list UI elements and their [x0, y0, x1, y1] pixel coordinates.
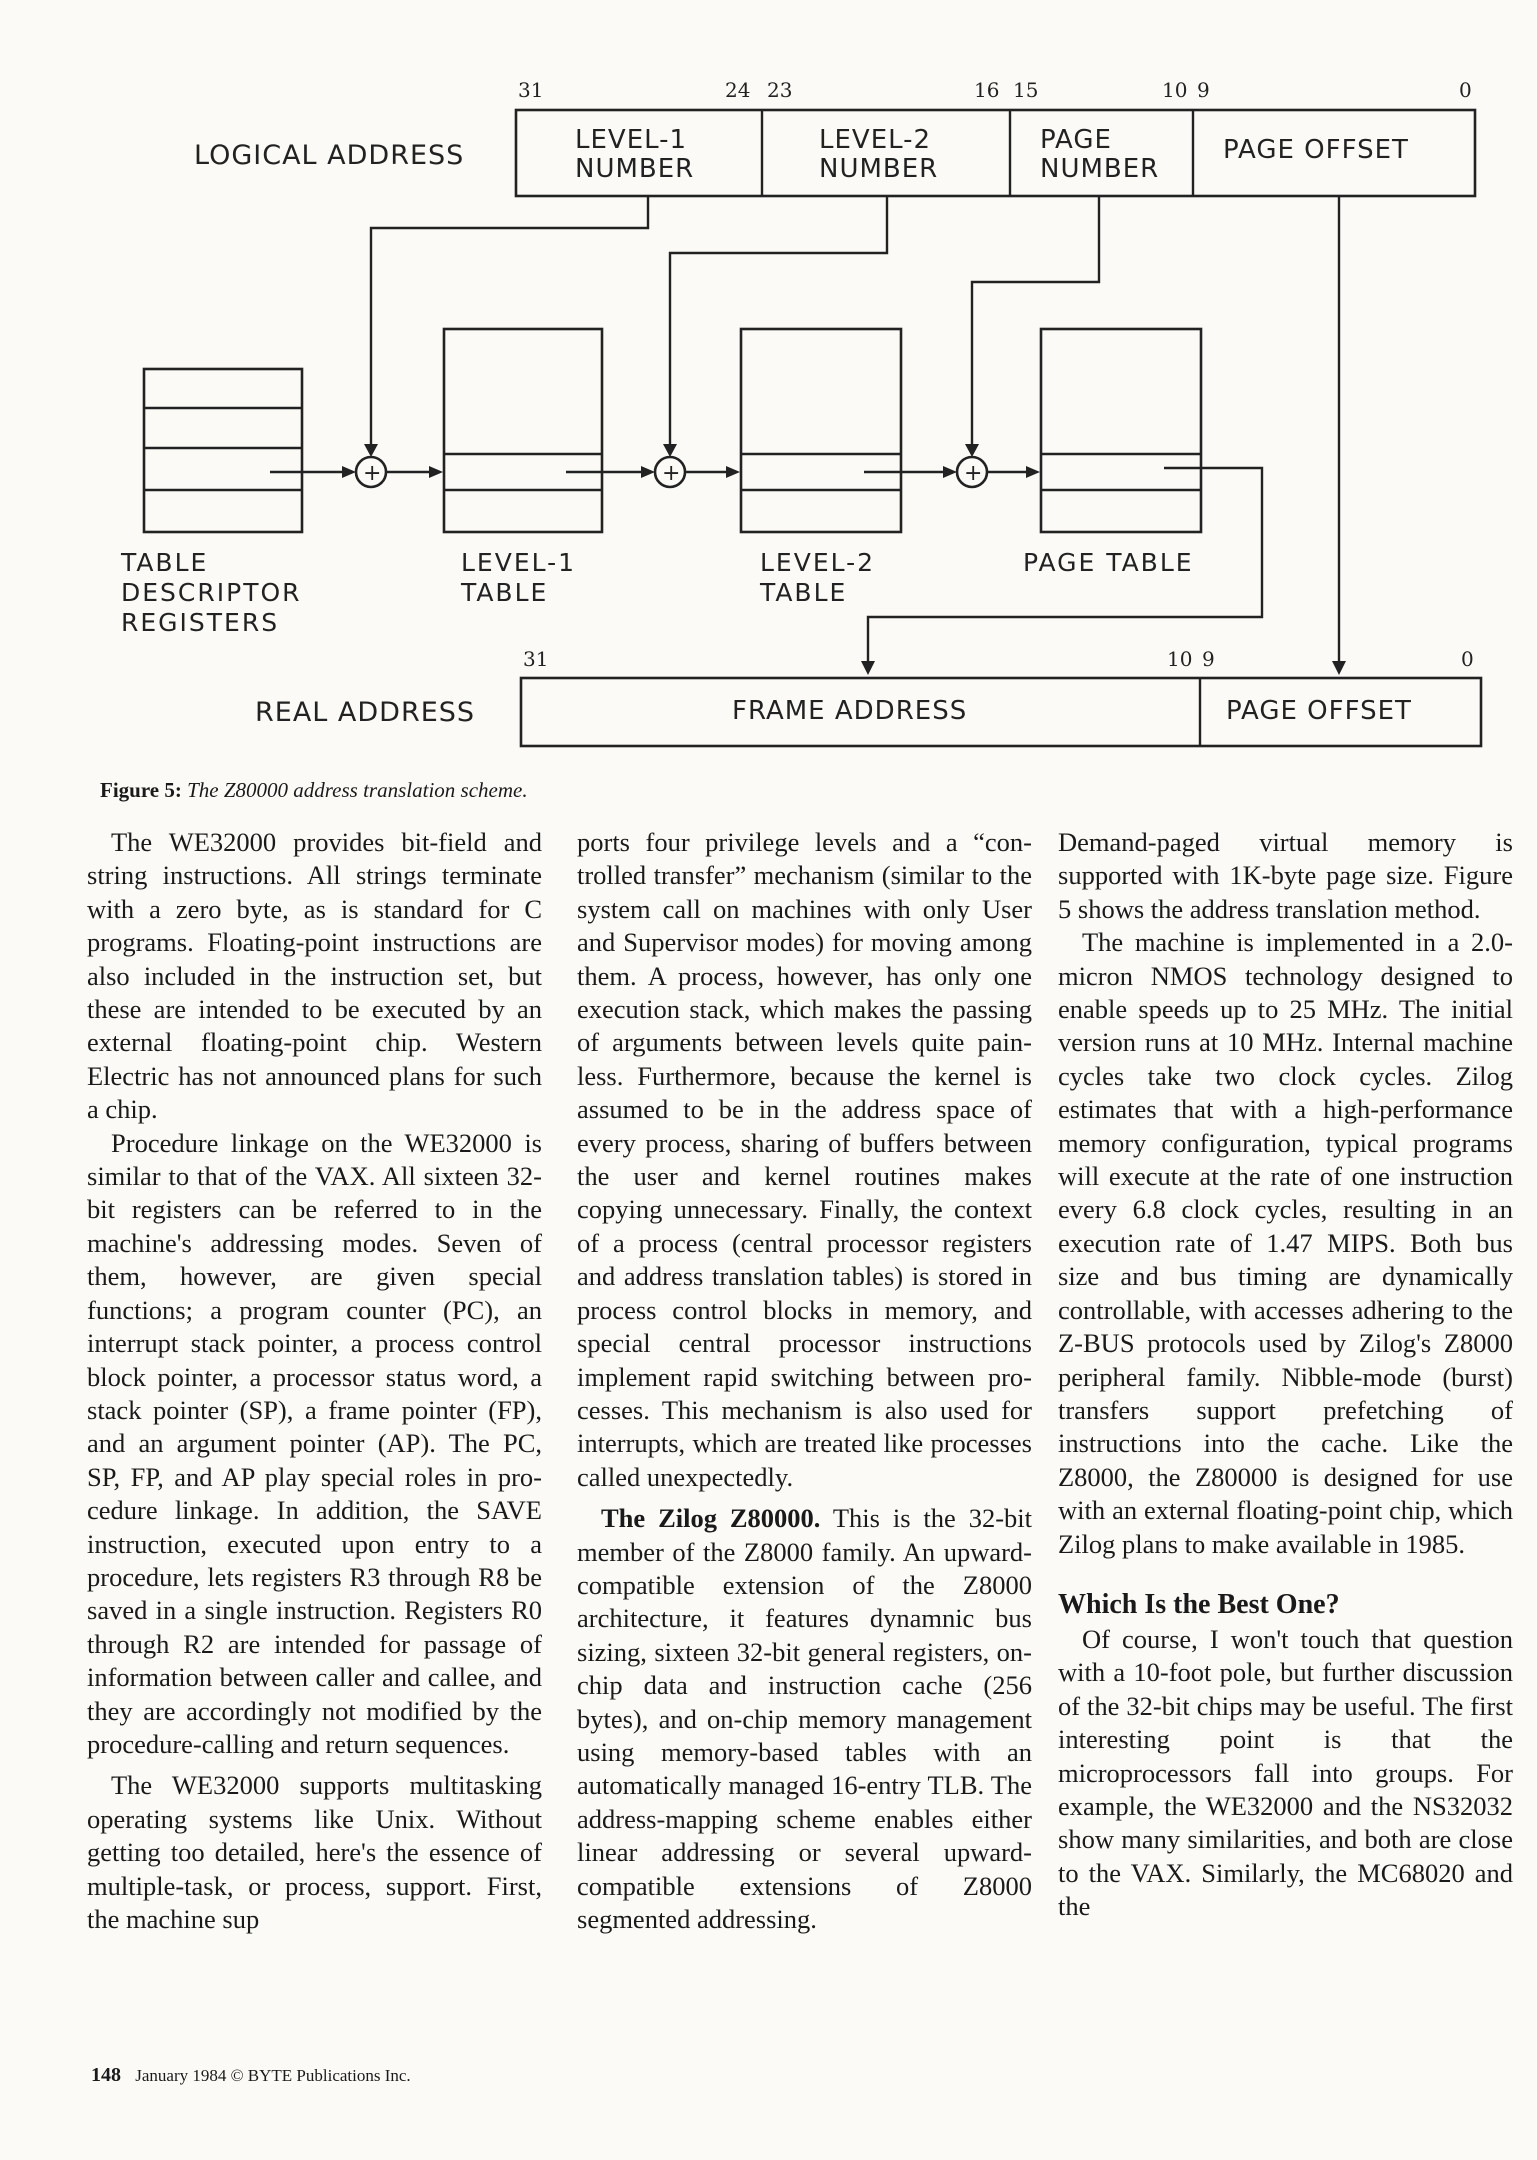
page-number-field-line2: NUMBER	[1040, 154, 1160, 184]
logical-bit-15: 15	[1013, 78, 1039, 102]
paragraph-body: This is the 32-bit member of the Z8000 family. An upward-compatible extension of the Z8000 architecture, it features dynamnic bus sizing, sixteen 32-bit general registers, on-chip data and instruction cache (256 bytes), and on-chip memory management using memory-based tables with an automatically managed 16-entry TLB. The address-mapping scheme enables either linear addressing or several upward-compatible extensions of Z8000 segmented addressing.	[577, 1503, 1032, 1934]
figure-title: The Z80000 address translation scheme.	[187, 778, 528, 802]
page-offset-field: PAGE OFFSET	[1223, 135, 1409, 165]
section-heading: Which Is the Best One?	[1058, 1588, 1340, 1620]
real-bit-0: 0	[1461, 647, 1474, 671]
logical-bit-9: 9	[1197, 78, 1210, 102]
paragraph: The WE32000 provides bit-field and string instructions. All strings terminate with a zero byte, as is standard for C programs. Floating-point instructions are also included in the instruction set, but these are intended to be executed by an external floating-point chip. Western Electric has not announced plans for such a chip.	[87, 827, 542, 1125]
paragraph: The machine is implemented in a 2.0-micron NMOS technology designed to enable speeds up to 25 MHz. The initial version runs at 10 MHz. Internal machine cycles take two clock cycles. Zilog estimates that with a high-performance memory configuration, typical programs will execute at the rate of one instruction every 6.8 clock cycles, resulting in an execution rate of 1.47 MIPS. Both bus size and bus timing are dynamically controllable, with accesses adhering to the Z-BUS protocols used by Zilog's Z8000 peripheral family. Nibble-mode (burst) transfers support prefetching of instructions into the cache. Like the Z8000, the Z80000 is designed for use with an external floating-point chip, which Zilog plans to make available in 1985.	[1058, 927, 1513, 1559]
svg-text:+: +	[964, 461, 983, 486]
table-descriptor-label-line2: DESCRIPTOR	[121, 578, 302, 607]
paragraph: Of course, I won't touch that question with a 10-foot pole, but further discussion of the 32-bit chips may be useful. The first interesting point is that the microprocessors fall into groups. For example, the WE32000 and the NS32032 show many similarities, and both are close to the VAX. Similarly, the MC68020 and the	[1058, 1623, 1513, 1922]
level1-table-label: LEVEL-1	[461, 548, 577, 577]
real-bit-9: 9	[1202, 647, 1215, 671]
logical-bit-16: 16	[974, 78, 1000, 102]
publication-line: January 1984 © BYTE Publications Inc.	[135, 2066, 411, 2085]
page-table-label: PAGE TABLE	[1023, 548, 1194, 577]
adder-3	[957, 457, 987, 487]
logical-address-label: LOGICAL ADDRESS	[194, 140, 465, 171]
level1-number-field: LEVEL-1	[575, 125, 688, 155]
table-descriptor-label: TABLE	[121, 548, 209, 577]
real-bit-31: 31	[523, 647, 549, 671]
page-number-field: PAGE	[1040, 125, 1112, 155]
real-bit-10: 10	[1167, 647, 1193, 671]
logical-bit-24: 24	[725, 78, 751, 102]
level2-number-field: LEVEL-2	[819, 125, 932, 155]
page-number: 148	[91, 2064, 121, 2086]
level1-table	[444, 329, 602, 532]
level1-table-label-line2: TABLE	[461, 578, 549, 607]
table-descriptor-label-line3: REGISTERS	[121, 608, 280, 637]
level2-table-label: LEVEL-2	[760, 548, 876, 577]
logical-bit-23: 23	[767, 78, 793, 102]
level1-number-field-line2: NUMBER	[575, 154, 695, 184]
adder-2	[655, 457, 685, 487]
figure-number: Figure 5:	[100, 778, 182, 802]
level2-table-label-line2: TABLE	[760, 578, 848, 607]
level2-table	[741, 329, 901, 532]
svg-text:+: +	[662, 461, 681, 486]
svg-text:+: +	[363, 461, 382, 486]
page-footer	[91, 2064, 411, 2087]
logical-bit-10: 10	[1162, 78, 1188, 102]
column-3	[1058, 826, 1513, 1924]
paragraph	[577, 1502, 1032, 1936]
logical-bit-31: 31	[518, 78, 544, 102]
paragraph: The WE32000 supports multitasking operating systems like Unix. Without getting too detailed, here's the essence of multiple-task, or process, support. First, the machine sup	[87, 1770, 542, 1934]
column-1	[87, 826, 542, 1936]
frame-address-field: FRAME ADDRESS	[732, 696, 968, 726]
page-table	[1041, 329, 1201, 532]
logical-bit-0: 0	[1459, 78, 1472, 102]
level2-number-field-line2: NUMBER	[819, 154, 939, 184]
paragraph: ports four privilege levels and a “controlled transfer” mechanism (similar to the system call on machines with only User and Supervisor modes) for moving among them. A process, however, has only one execution stack, which makes the passing of arguments between levels quite painless. Furthermore, because the kernel is assumed to be in the address space of every process, sharing of buffers between the user and kernel routines makes copying unnecessary. Finally, the context of a process (central processor registers and address translation tables) is stored in process control blocks in memory, and special central processor instructions implement rapid switching between processes. This mechanism is also used for interrupts, which are treated like processes called unexpectedly.	[577, 827, 1032, 1492]
address-translation-diagram	[0, 0, 1537, 780]
real-address-label: REAL ADDRESS	[255, 697, 476, 728]
adder-1	[356, 457, 386, 487]
paragraph: Procedure linkage on the WE32000 is similar to that of the VAX. All sixteen 32-bit registers can be referred to in the machine's addressing modes. Seven of them, however, are given special functions; a program counter (PC), an interrupt stack pointer, a process control block pointer, a processor status word, a stack pointer (SP), a frame pointer (FP), and an argument pointer (AP). The PC, SP, FP, and AP play special roles in procedure linkage. In addition, the SAVE instruction, executed upon entry to a procedure, lets registers R3 through R8 be saved in a single instruction. Registers R0 through R2 are intended for passage of information between caller and callee, and they are accordingly not modified by the procedure-calling and return sequences.	[87, 1127, 542, 1759]
column-2	[577, 826, 1032, 1936]
paragraph: Demand-paged virtual memory is supported with 1K-byte page size. Figure 5 shows the address translation method.	[1058, 827, 1513, 924]
real-page-offset-field: PAGE OFFSET	[1226, 696, 1412, 726]
section-runin-heading: The Zilog Z80000.	[601, 1503, 821, 1534]
table-descriptor-registers	[144, 369, 302, 532]
figure-caption	[100, 778, 528, 803]
